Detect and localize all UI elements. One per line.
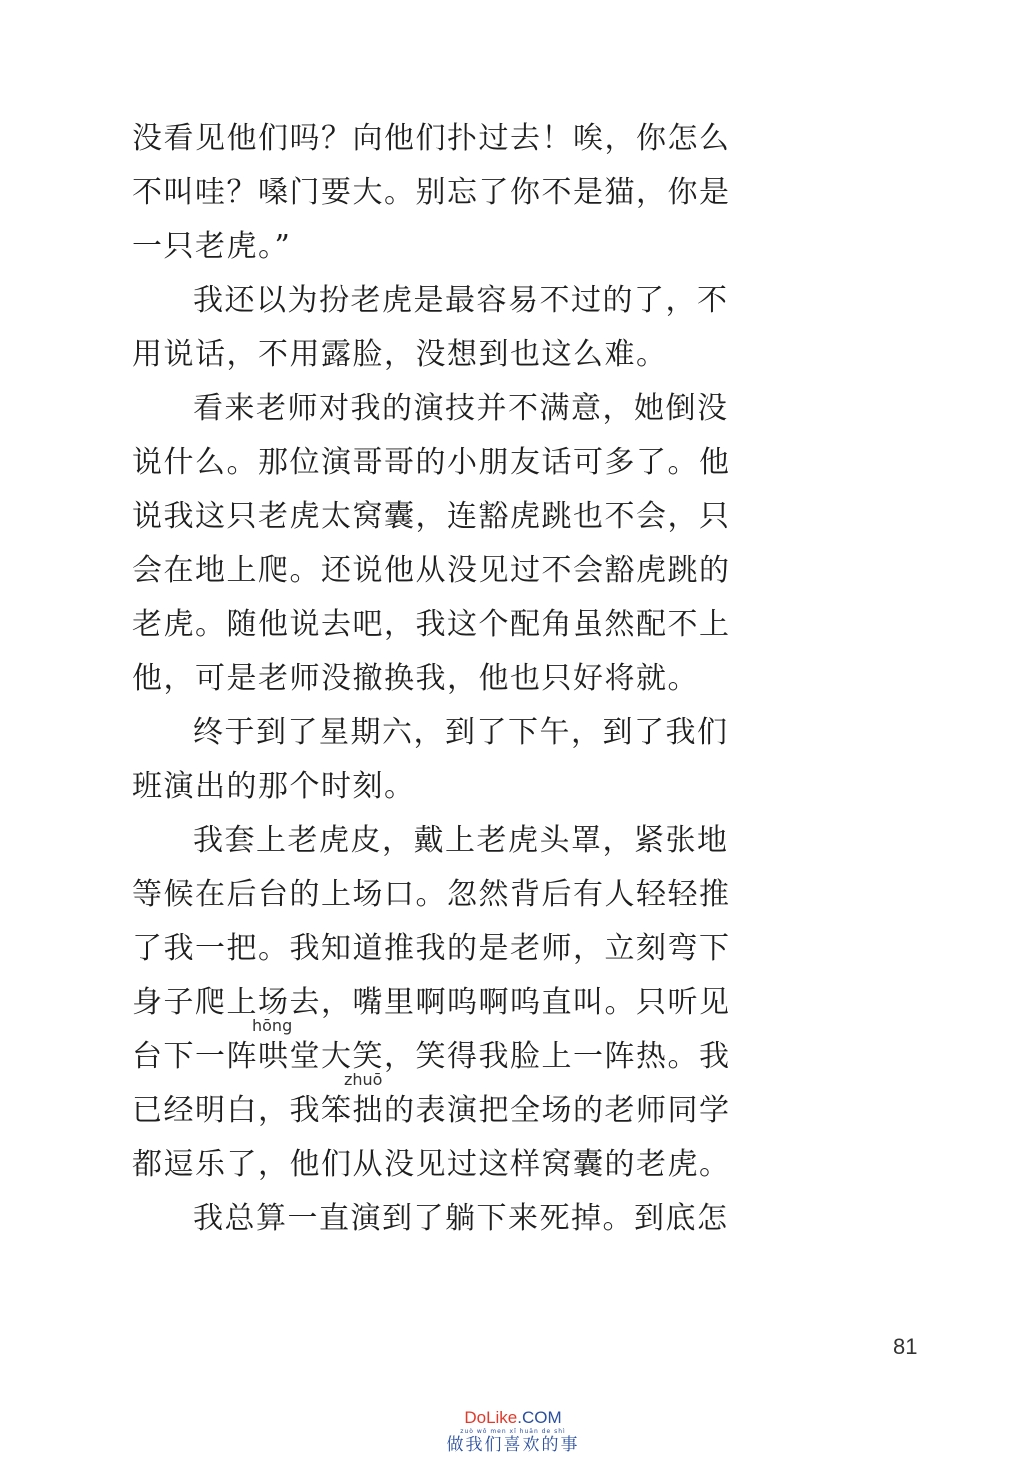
text-line: 看来老师对我的演技并不满意，她倒没 <box>193 391 729 426</box>
text-line: 一只老虎。” <box>132 229 292 264</box>
logo-main: DoLike <box>464 1408 518 1427</box>
text-line: 会在地上爬。还说他从没见过不会豁虎跳的 <box>132 553 731 588</box>
text-line: 用说话，不用露脸，没想到也这么难。 <box>132 337 668 372</box>
text-line: 等候在后台的上场口。忽然背后有人轻轻推 <box>132 877 731 912</box>
text-line: 班演出的那个时刻。 <box>132 769 416 804</box>
slogan: 做我们喜欢的事 <box>446 1435 580 1455</box>
text-line: 了我一把。我知道推我的是老师，立刻弯下 <box>132 931 731 966</box>
text-line: 说我这只老虎太窝囊，连豁虎跳也不会，只 <box>132 499 731 534</box>
text-line: 都逗乐了，他们从没见过这样窝囊的老虎。 <box>132 1147 731 1182</box>
slogan-pinyin: zuò wǒ men xǐ huān de shì <box>460 1428 566 1435</box>
text-line-content: 已经明白，我笨拙的表演把全场的老师同学 <box>132 1093 731 1128</box>
page-number: 81 <box>893 1334 918 1359</box>
ruby-hong: hōng <box>252 1016 293 1035</box>
text-line: 他，可是老师没撤换我，他也只好将就。 <box>132 661 699 696</box>
logo-suffix: .COM <box>517 1408 562 1427</box>
text-line: 我套上老虎皮，戴上老虎头罩，紧张地 <box>193 823 729 858</box>
text-line-with-ruby <box>132 1016 732 1084</box>
text-line: 不叫哇？嗓门要大。别忘了你不是猫，你是 <box>132 175 731 210</box>
text-line: 身子爬上场去，嘴里啊呜啊呜直叫。只听见 <box>132 985 731 1020</box>
footer-watermark <box>428 1408 598 1455</box>
text-line: 我总算一直演到了躺下来死掉。到底怎 <box>193 1201 729 1236</box>
body-text <box>132 112 732 1246</box>
text-line-content: 台下一阵哄堂大笑，笑得我脸上一阵热。我 <box>132 1039 731 1074</box>
text-line: 说什么。那位演哥哥的小朋友话可多了。他 <box>132 445 731 480</box>
text-line: 我还以为扮老虎是最容易不过的了，不 <box>193 283 729 318</box>
ruby-zhuo: zhuō <box>344 1070 383 1089</box>
text-line: 没看见他们吗？向他们扑过去！唉，你怎么 <box>132 121 731 156</box>
dolike-logo <box>428 1408 598 1428</box>
text-line-with-ruby <box>132 1070 732 1138</box>
text-line: 老虎。随他说去吧，我这个配角虽然配不上 <box>132 607 731 642</box>
text-line: 终于到了星期六，到了下午，到了我们 <box>193 715 729 750</box>
